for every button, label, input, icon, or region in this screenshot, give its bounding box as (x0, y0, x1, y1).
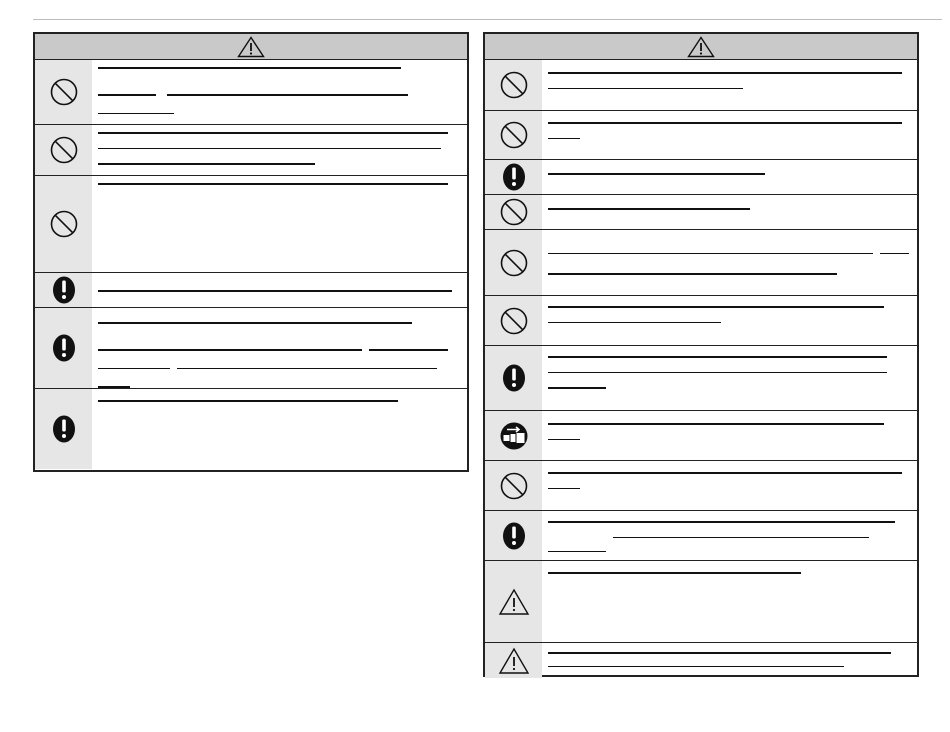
warning-table-left (33, 32, 469, 472)
table-row (485, 461, 917, 511)
warning-text (542, 160, 917, 194)
mandatory-action-icon (51, 275, 77, 305)
warning-text (542, 111, 917, 159)
prohibition-icon (499, 306, 529, 336)
warning-text (92, 60, 467, 124)
mandatory-action-icon (51, 333, 77, 363)
warning-text (542, 230, 917, 295)
warning-text (542, 60, 917, 110)
warning-text (542, 561, 917, 642)
warning-text (92, 176, 467, 272)
warning-text (542, 296, 917, 345)
prohibition-icon (49, 209, 79, 239)
table-header (35, 34, 467, 60)
table-row (485, 160, 917, 195)
warning-text (542, 511, 917, 560)
warning-text (92, 389, 467, 469)
warning-text (542, 346, 917, 410)
mandatory-action-icon (51, 414, 77, 444)
warning-text (92, 273, 467, 307)
prohibition-icon (499, 248, 529, 278)
table-row (35, 389, 467, 469)
caution-triangle-icon (498, 588, 530, 616)
table-row (485, 511, 917, 561)
table-row (485, 230, 917, 296)
warning-table-right (483, 32, 919, 677)
prohibition-icon (49, 77, 79, 107)
mandatory-action-icon (501, 363, 527, 393)
warning-text (542, 461, 917, 510)
unplug-icon (499, 421, 529, 451)
table-row (485, 561, 917, 643)
warning-text (92, 308, 467, 388)
warning-text (542, 195, 917, 229)
table-row (35, 308, 467, 389)
table-row (35, 60, 467, 125)
warning-text (542, 643, 917, 678)
table-row (35, 273, 467, 308)
table-row (35, 125, 467, 176)
table-row (485, 296, 917, 346)
prohibition-icon (499, 197, 529, 227)
warning-text (92, 125, 467, 175)
table-row (485, 643, 917, 678)
warning-text (542, 411, 917, 460)
warning-triangle-icon (687, 36, 715, 58)
prohibition-icon (499, 70, 529, 100)
warning-triangle-icon (237, 36, 265, 58)
prohibition-icon (499, 471, 529, 501)
mandatory-action-icon (501, 162, 527, 192)
table-row (485, 60, 917, 111)
table-row (35, 176, 467, 273)
mandatory-action-icon (501, 521, 527, 551)
table-header (485, 34, 917, 60)
prohibition-icon (49, 135, 79, 165)
top-rule (33, 19, 942, 20)
prohibition-icon (499, 120, 529, 150)
table-row (485, 111, 917, 160)
table-row (485, 195, 917, 230)
table-row (485, 411, 917, 461)
table-row (485, 346, 917, 411)
caution-triangle-icon (498, 647, 530, 675)
